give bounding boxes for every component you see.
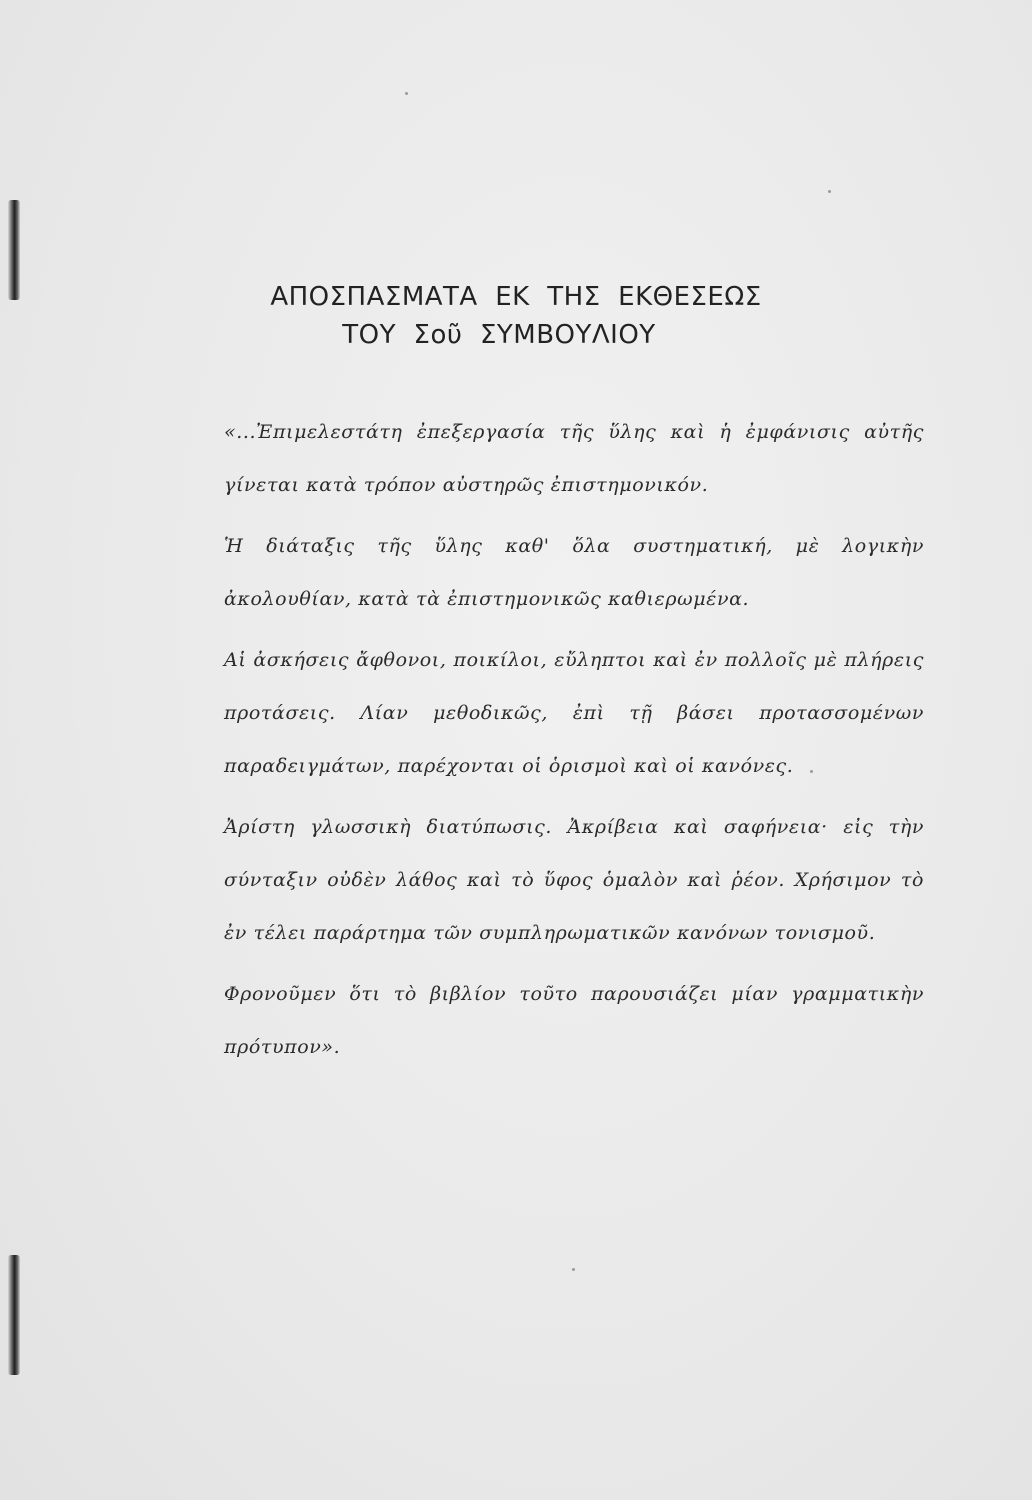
paragraph-5: Φρονοῦμεν ὅτι τὸ βιβλίον τοῦτο παρουσιάζει μίαν γραμματικὴν πρότυπον». (224, 983, 924, 1058)
paragraph-2: Ἡ διάταξις τῆς ὕλης καθ' ὅλα συστηματική, μὲ λογικὴν ἀκολουθίαν, κατὰ τὰ ἐπιστημονικῶς καθιερωμένα. (224, 535, 924, 610)
report-excerpt-body (224, 406, 924, 1074)
paper-speck (572, 1268, 575, 1271)
paper-speck (405, 92, 408, 95)
paragraph-3: Αἱ ἀσκήσεις ἄφθονοι, ποικίλοι, εὔληπτοι καὶ ἐν πολλοῖς μὲ πλήρεις προτάσεις. Λίαν μεθοδικῶς, ἐπὶ τῇ βάσει προτασσομένων παραδειγμάτων, παρέχονται οἱ ὁρισμοὶ καὶ οἱ κανόνες. (224, 649, 924, 777)
title-line-2: ΤΟΥ Σοῦ ΣΥΜΒΟΥΛΙΟΥ (342, 320, 656, 350)
paragraph-4: Ἀρίστη γλωσσικὴ διατύπωσις. Ἀκρίβεια καὶ σαφήνεια· εἰς τὴν σύνταξιν οὐδὲν λάθος καὶ τὸ ὕφος ὁμαλὸν καὶ ῥέον. Χρήσιμον τὸ ἐν τέλει παράρτημα τῶν συμπληρωματικῶν κανόνων τονισμοῦ. (224, 816, 924, 944)
paragraph-1: «...Ἐπιμελεστάτη ἐπεξεργασία τῆς ὕλης καὶ ἡ ἐμφάνισις αὐτῆς γίνεται κατὰ τρόπον αὐστηρῶς ἐπιστημονικόν. (224, 421, 924, 496)
paper-speck (828, 190, 831, 193)
document-title (0, 278, 1032, 354)
title-line-1: ΑΠΟΣΠΑΣΜΑΤΑ ΕΚ ΤΗΣ ΕΚΘΕΣΕΩΣ (270, 282, 762, 312)
binding-staple-mark-bottom (8, 1255, 20, 1375)
